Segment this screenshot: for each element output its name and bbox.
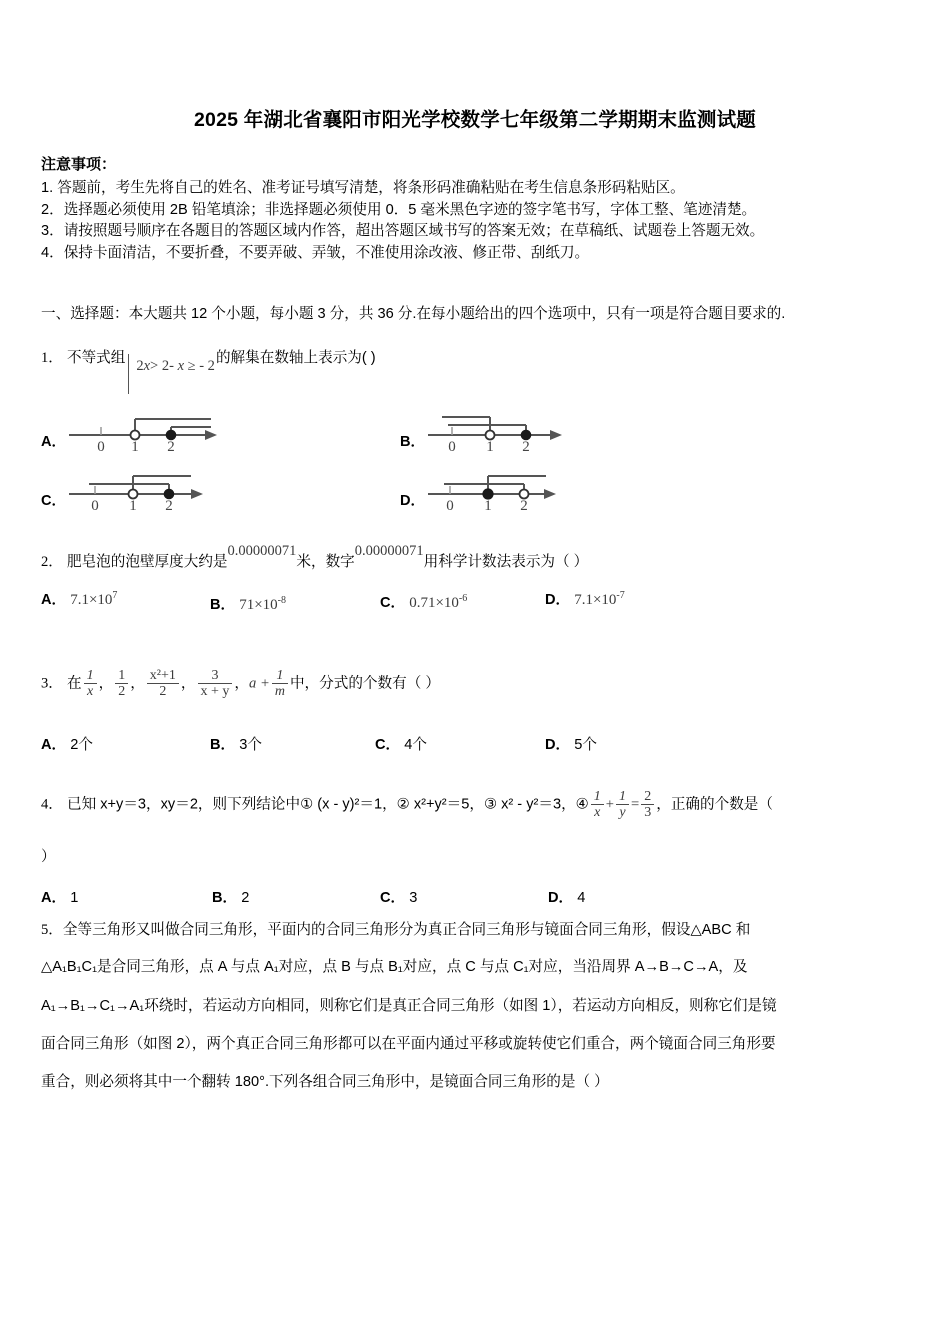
svg-text:1: 1 [484,498,492,514]
svg-text:2: 2 [167,439,175,455]
option-d-letter: D． [400,493,426,509]
question-1-stem-before: 不等式组 [66,350,126,366]
option-b-letter: B． [210,737,236,753]
option-a-label: 2个 [70,737,93,753]
question-2-option-c[interactable] [380,591,467,612]
notice-item-2: 2．选择题必须使用 2B 铅笔填涂；非选择题必须使用 0．5 毫米黑色字迹的签字笔书写，字体工整、笔迹清楚。 [41,201,757,218]
question-1-option-a[interactable] [41,403,241,459]
option-a-letter: A． [41,434,67,450]
question-1-option-b[interactable] [400,403,600,459]
question-5-line-5: 重合，则必须将其中一个翻转 180°.下列各组合同三角形中，是镜面合同三角形的是（ ） [41,1074,609,1090]
question-3-option-b[interactable] [210,733,262,754]
question-2-option-a[interactable] [41,588,117,609]
option-d-label: 4 [577,890,586,906]
question-2-text-2: 米，数字 [296,553,355,570]
svg-text:1: 1 [131,439,139,455]
option-c-letter: C． [380,595,406,611]
question-2-value-1: 0.00000071 [227,543,297,559]
question-2-value-2: 0.00000071 [354,543,424,559]
expression-5: $\frac{1}{m}$ [272,668,288,699]
question-4-number: 4． [41,796,63,813]
notice-block [41,153,921,264]
question-2-option-b[interactable] [210,593,286,614]
number-line-a-icon [63,403,223,455]
question-2-number: 2． [41,553,63,570]
svg-text:1: 1 [486,439,494,455]
option-a-letter: A． [41,737,67,753]
question-2-text-3: 用科学计数法表示为（ ） [423,553,589,570]
question-4: 4． 已知 x+y＝3，xy＝2，则下列结论中① (x - y)²＝1，② x²+y²＝5，③ x² - y²＝3，④ $\frac{1}{x}$ + $\frac{1}{y}$ = $\frac{2}{3}$ ，正确的个数是（ [41,789,773,820]
number-line-d-icon [422,462,582,514]
number-line-b-icon [422,403,582,455]
question-3: 3． 在 $\frac{1}{x}$ ， $\frac{1}{2}$ ， $\frac{\text{x²+1}}{2}$ ， $\frac{3}{x + y}$ ，a + $\frac{1}{m}$ 中，分式的个数有（ ） [41,668,440,699]
option-d-letter: D． [548,890,574,906]
question-3-option-d[interactable] [545,733,597,754]
option-b-letter: B． [212,890,238,906]
expression-5-prefix: a + [249,675,270,692]
inequality-system [126,355,215,378]
question-4-option-a[interactable] [41,886,78,907]
question-1-number: 1． [41,350,63,366]
question-1-option-c[interactable] [41,462,241,518]
option-a-label: 1 [70,890,79,906]
option-d-value: $7.1\times 10^{-7}$ [574,590,625,608]
svg-text:1: 1 [129,498,137,514]
question-3-text-before: 在 [66,675,82,692]
svg-text:0: 0 [446,498,454,514]
svg-text:2: 2 [165,498,173,514]
expression-3: $\frac{\text{x²+1}}{2}$ [147,668,179,699]
section-heading: 一、选择题：本大题共 12 个小题，每小题 3 分，共 36 分.在每小题给出的四个选项中，只有一项是符合题目要求的. [41,306,786,322]
expression-2: $\frac{1}{2}$ [115,668,128,699]
option-c-label: 4个 [404,737,427,753]
svg-text:2: 2 [522,439,530,455]
page-title: 2025 年湖北省襄阳市阳光学校数学七年级第二学期期末监测试题 [194,109,756,131]
question-1 [41,347,931,378]
question-5-line-3: A₁→B₁→C₁→A₁环绕时，若运动方向相同，则称它们是真正合同三角形（如图 1），若运动方向相反，则称它们是镜 [41,998,777,1014]
svg-text:2: 2 [520,498,528,514]
question-4-close-paren: ） [41,849,56,865]
question-2-option-d[interactable] [545,588,625,609]
option-d-label: 5个 [574,737,597,753]
option-c-value: $0.71\times 10^{-6}$ [409,593,468,611]
expression-1: $\frac{1}{x}$ [84,668,97,699]
question-5-line-4: 面合同三角形（如图 2），两个真正合同三角形都可以在平面内通过平移或旋转使它们重合，两个镜面合同三角形要 [41,1036,776,1052]
question-5-number: 5． [41,922,63,938]
inequality-row-1: 2x> 2 [136,358,170,375]
option-a-letter: A． [41,592,67,608]
option-b-value: $71\times 10^{-8}$ [239,595,287,613]
option-b-letter: B． [400,434,426,450]
question-5-text-1: 全等三角形又叫做合同三角形，平面内的合同三角形分为真正合同三角形与镜面合同三角形，假设△ABC 和 [62,922,751,938]
option-b-label: 2 [241,890,250,906]
number-line-c-icon [63,462,223,514]
svg-text:0: 0 [97,439,105,455]
question-3-option-a[interactable] [41,733,93,754]
question-1-option-d[interactable] [400,462,600,518]
question-3-option-c[interactable] [375,733,427,754]
question-4-option-b[interactable] [212,886,249,907]
question-4-text-after: ，正确的个数是（ [656,796,773,813]
option-a-letter: A． [41,890,67,906]
option-d-letter: D． [545,737,571,753]
conclusion-4-term-2: $\frac{1}{y}$ [616,789,629,820]
question-5-line-1 [41,919,931,942]
question-3-number: 3． [41,675,63,692]
svg-text:0: 0 [448,439,456,455]
option-c-label: 3 [409,890,418,906]
question-4-text: 已知 x+y＝3，xy＝2，则下列结论中① (x - y)²＝1，② x²+y²＝5，③ x² - y²＝3，④ [66,796,589,813]
notice-item-3: 3．请按照题号顺序在各题目的答题区域内作答，超出答题区域书写的答案无效；在草稿纸、试题卷上答题无效。 [41,223,765,239]
question-5-line-2: △A₁B₁C₁是合同三角形，点 A 与点 A₁对应，点 B 与点 B₁对应，点 C 与点 C₁对应，当沿周界 A→B→C→A，及 [41,959,748,975]
option-a-value: $7.1\times 10^7$ [70,590,118,608]
question-4-option-d[interactable] [548,886,585,907]
option-c-letter: C． [375,737,401,753]
notice-item-1: 1. 答题前，考生先将自己的姓名、准考证号填写清楚，将条形码准确粘贴在考生信息条形码粘贴区。 [41,180,685,196]
question-4-option-c[interactable] [380,886,417,907]
question-1-stem-after: 的解集在数轴上表示为( ) [215,350,376,366]
conclusion-4-term-1: $\frac{1}{x}$ [591,789,604,820]
svg-text:0: 0 [91,498,99,514]
notice-item-4: 4．保持卡面清洁，不要折叠，不要弄破、弄皱，不准使用涂改液、修正带、刮纸刀。 [41,244,590,261]
option-b-label: 3个 [239,737,262,753]
notice-heading: 注意事项： [41,156,117,173]
option-b-letter: B． [210,597,236,613]
option-d-letter: D． [545,592,571,608]
inequality-row-2: - x ≥ - 2 [169,358,215,375]
question-2-text-1: 肥皂泡的泡壁厚度大约是 [66,553,228,570]
question-3-text-after: 中，分式的个数有（ ） [289,675,440,692]
question-2 [41,540,931,574]
option-c-letter: C． [380,890,406,906]
expression-4: $\frac{3}{x + y}$ [198,668,233,699]
conclusion-4-term-3: $\frac{2}{3}$ [641,789,654,820]
option-c-letter: C． [41,493,67,509]
